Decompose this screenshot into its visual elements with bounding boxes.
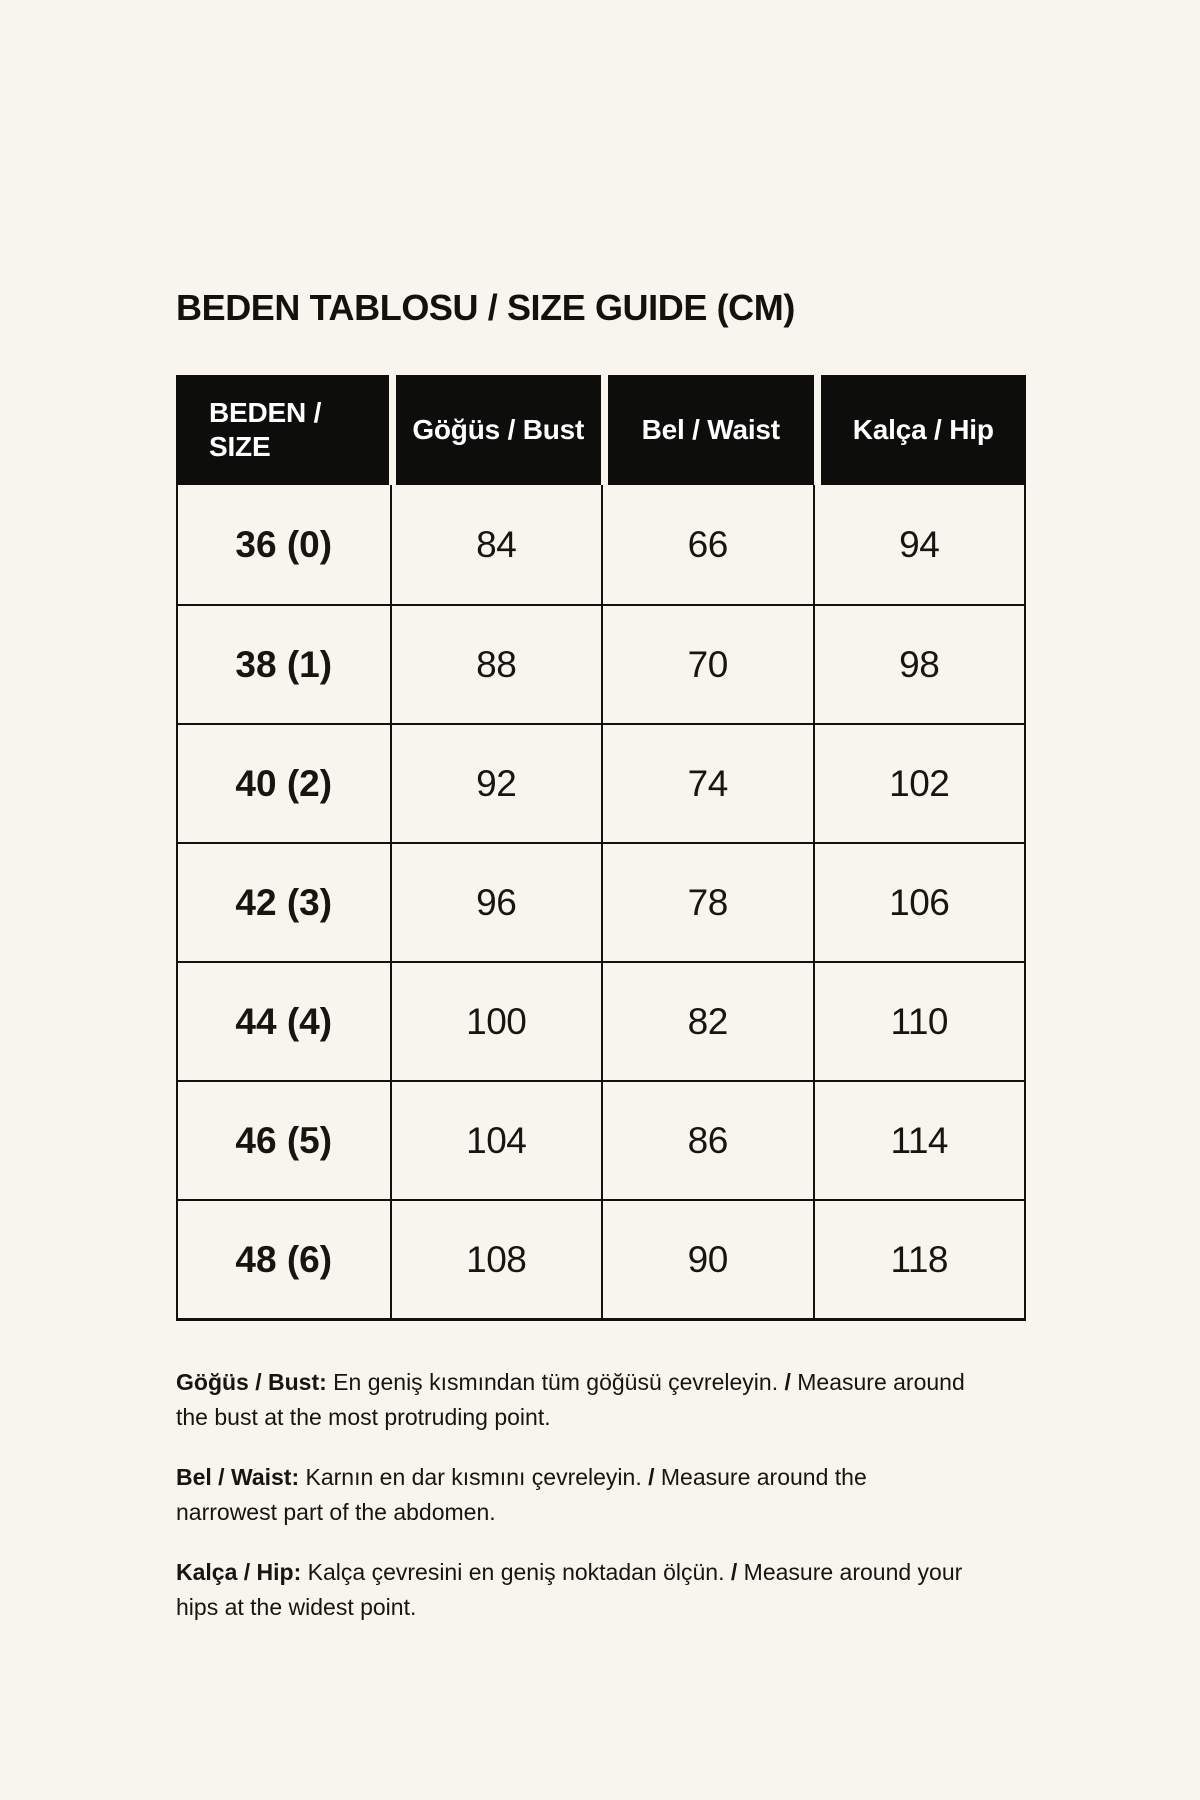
waist-cell: 86	[601, 1082, 813, 1199]
column-header-size	[176, 375, 389, 485]
note-waist-separator: /	[648, 1464, 655, 1490]
note-hip-text-tr: Kalça çevresini en geniş noktadan ölçün.	[307, 1559, 725, 1585]
note-waist-text-tr: Karnın en dar kısmını çevreleyin.	[305, 1464, 642, 1490]
size-cell: 40 (2)	[235, 762, 333, 804]
bust-cell: 108	[390, 1201, 602, 1318]
table-row	[178, 723, 1024, 842]
waist-cell: 70	[601, 606, 813, 723]
hip-cell: 118	[813, 1201, 1025, 1318]
note-waist-text-en: Measure around the narrowest part of the abdomen.	[176, 1464, 867, 1525]
note-waist	[176, 1460, 966, 1530]
column-header-size-label: BEDEN / SIZE	[209, 397, 322, 462]
note-bust-text-tr: En geniş kısmından tüm göğüsü çevreleyin.	[333, 1369, 779, 1395]
size-cell: 48 (6)	[235, 1238, 333, 1280]
bust-cell: 104	[390, 1082, 602, 1199]
hip-cell: 114	[813, 1082, 1025, 1199]
hip-cell: 106	[813, 844, 1025, 961]
waist-cell: 66	[601, 485, 813, 604]
hip-cell: 98	[813, 606, 1025, 723]
note-hip-text-en: Measure around your hips at the widest point.	[176, 1559, 963, 1620]
table-row	[178, 485, 1024, 604]
waist-cell: 78	[601, 844, 813, 961]
size-table-body	[176, 485, 1026, 1321]
note-hip-separator: /	[730, 1559, 738, 1585]
measurement-notes	[176, 1365, 966, 1625]
note-hip-label: Kalça / Hip:	[176, 1559, 302, 1585]
column-header-bust: Göğüs / Bust	[389, 375, 602, 485]
hip-cell: 102	[813, 725, 1025, 842]
column-header-hip: Kalça / Hip	[814, 375, 1027, 485]
size-cell: 46 (5)	[235, 1119, 333, 1161]
size-cell: 36 (0)	[235, 523, 333, 565]
note-hip	[176, 1555, 966, 1625]
column-header-waist: Bel / Waist	[601, 375, 814, 485]
hip-cell: 94	[813, 485, 1025, 604]
waist-cell: 74	[601, 725, 813, 842]
bust-cell: 84	[390, 485, 602, 604]
size-table	[176, 375, 1026, 1321]
waist-cell: 90	[601, 1201, 813, 1318]
size-cell: 38 (1)	[235, 643, 333, 685]
hip-cell: 110	[813, 963, 1025, 1080]
size-table-header-row	[176, 375, 1026, 485]
note-bust	[176, 1365, 966, 1435]
table-row	[178, 604, 1024, 723]
bust-cell: 96	[390, 844, 602, 961]
note-bust-separator: /	[784, 1369, 791, 1395]
table-row	[178, 1080, 1024, 1199]
table-row	[178, 961, 1024, 1080]
note-bust-label: Göğüs / Bust:	[176, 1369, 327, 1395]
table-row	[178, 1199, 1024, 1318]
table-row	[178, 842, 1024, 961]
bust-cell: 88	[390, 606, 602, 723]
note-bust-text-en: Measure around the bust at the most protruding point.	[176, 1369, 965, 1430]
size-cell: 44 (4)	[235, 1000, 333, 1042]
waist-cell: 82	[601, 963, 813, 1080]
bust-cell: 92	[390, 725, 602, 842]
page-title: BEDEN TABLOSU / SIZE GUIDE (CM)	[176, 287, 795, 328]
note-waist-label: Bel / Waist:	[176, 1464, 300, 1490]
bust-cell: 100	[390, 963, 602, 1080]
size-cell: 42 (3)	[235, 881, 333, 923]
